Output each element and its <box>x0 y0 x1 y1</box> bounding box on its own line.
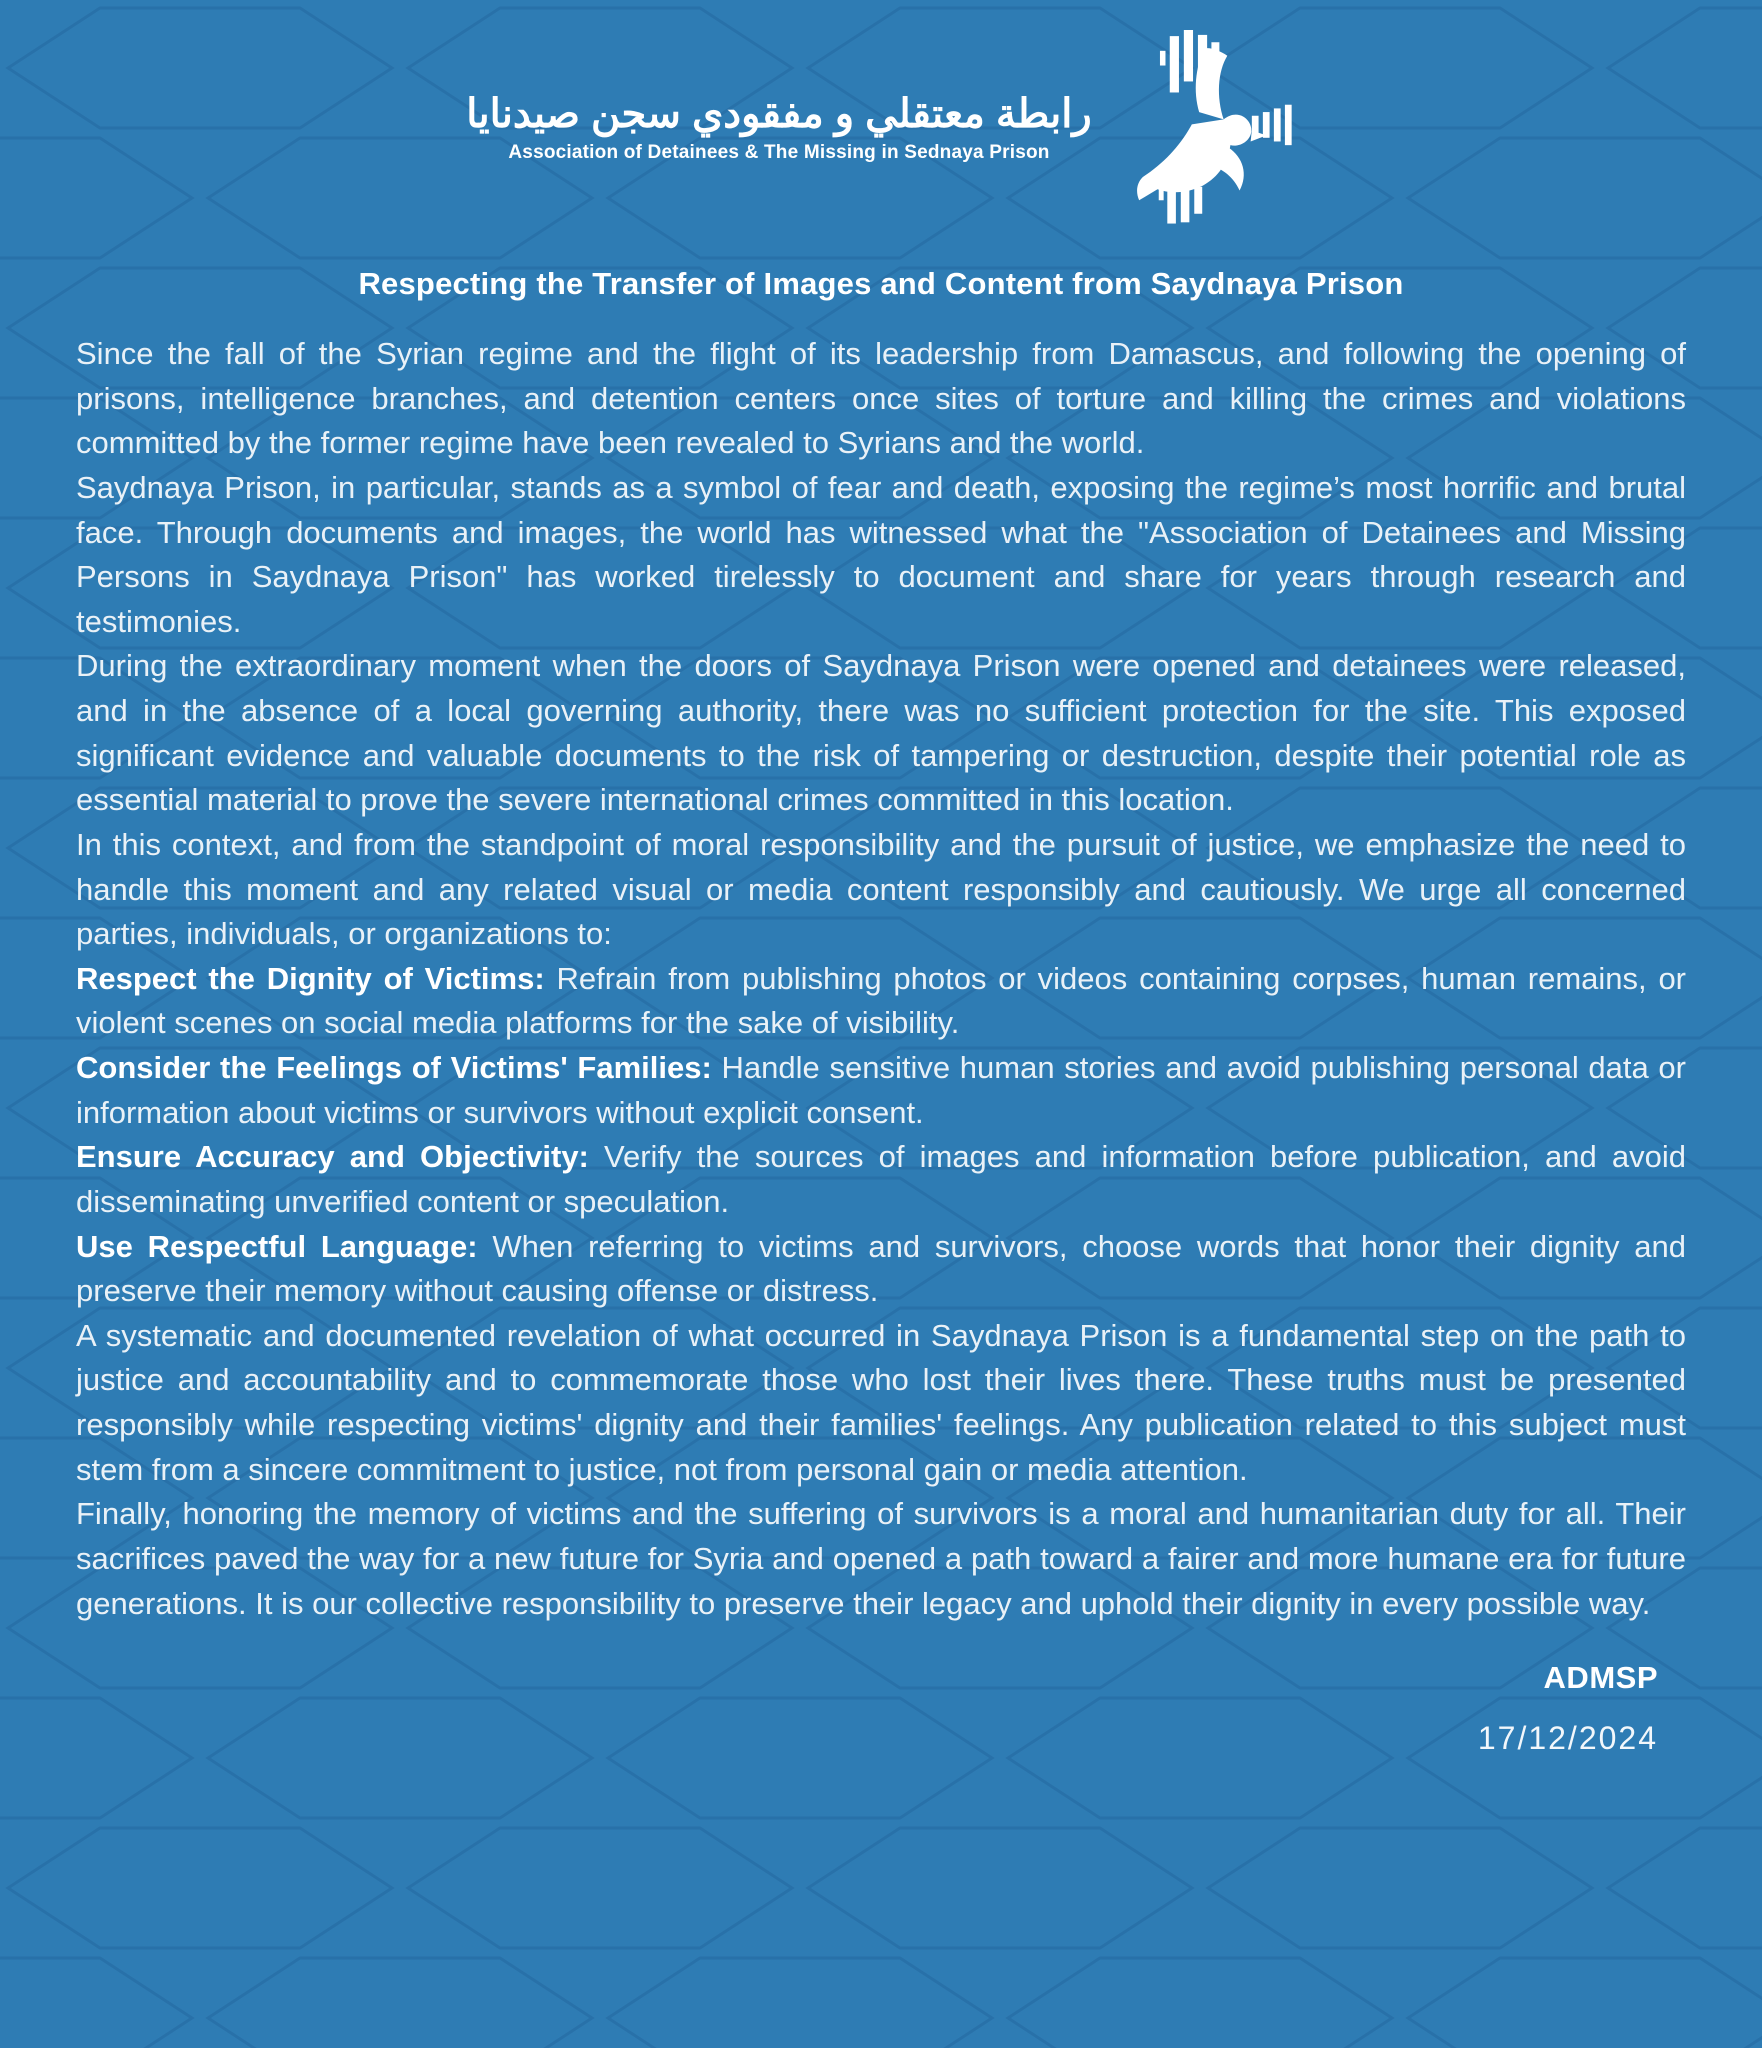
org-name-arabic: رابطة معتقلي و مفقودي سجن صيدنايا <box>466 92 1092 136</box>
body-paragraph: Since the fall of the Syrian regime and the flight of its leadership from Damascus, and following the opening of prisons, intelligence branches, and detention centers once sites of torture and killing the crimes and violations committed by the former regime have been revealed to Syrians and the world. <box>76 336 1686 461</box>
body-paragraph: Finally, honoring the memory of victims and the suffering of survivors is a moral and humanitarian duty for all. Their sacrifices paved the way for a new future for Syria and opened a path toward a fairer and more humane era for future generations. It is our collective responsibility to preserve their legacy and uphold their dignity in every possible way. <box>76 1496 1686 1621</box>
body-paragraph: Saydnaya Prison, in particular, stands as a symbol of fear and death, exposing the regime’s most horrific and brutal face. Through documents and images, the world has witnessed what the "Association of Detainees and Missing Persons in Saydnaya Prison" has worked tirelessly to document and share for years through research and testimonies. <box>76 469 1686 639</box>
guideline-lead: Ensure Accuracy and Objectivity: <box>76 1139 589 1175</box>
statement-body <box>76 332 1686 1626</box>
page-title: Respecting the Transfer of Images and Content from Saydnaya Prison <box>358 266 1404 301</box>
guideline-text: When referring to victims and survivors, choose words that honor their dignity and preserve their memory without causing offense or distress. <box>76 1228 1687 1309</box>
org-logo-text <box>466 92 1091 164</box>
org-logo <box>76 0 1686 222</box>
dove-with-prison-bars-icon <box>1106 30 1296 226</box>
guideline-paragraph <box>76 1225 1686 1314</box>
guideline-lead: Use Respectful Language: <box>76 1228 478 1264</box>
body-paragraph: A systematic and documented revelation of what occurred in Saydnaya Prison is a fundamental step on the path to justice and accountability and to commemorate those who lost their lives there. These truths must be presented responsibly while respecting victims' dignity and their families' feelings. Any publication related to this subject must stem from a sincere commitment to justice, not from personal gain or media attention. <box>76 1317 1686 1487</box>
guideline-paragraph <box>76 1135 1686 1224</box>
body-paragraph: During the extraordinary moment when the doors of Saydnaya Prison were opened and detainees were released, and in the absence of a local governing authority, there was no sufficient protection for the site. This exposed significant evidence and valuable documents to the risk of tampering or destruction, despite their potential role as essential material to prove the severe international crimes committed in this location. <box>76 648 1686 818</box>
org-name-english: Association of Detainees & The Missing in Sednaya Prison <box>508 142 1050 163</box>
guideline-text: Refrain from publishing photos or videos containing corpses, human remains, or violent scenes on social media platforms for the sake of visibility. <box>76 960 1687 1041</box>
guideline-paragraph <box>76 957 1686 1046</box>
body-paragraph: In this context, and from the standpoint of moral responsibility and the pursuit of justice, we emphasize the need to handle this moment and any related visual or media content responsibly and cautiously. We urge all concerned parties, individuals, or organizations to: <box>76 826 1686 952</box>
guideline-paragraph <box>76 1046 1686 1135</box>
guideline-text: Verify the sources of images and information before publication, and avoid disseminating unverified content or speculation. <box>76 1139 1686 1219</box>
signature-org: ADMSP <box>1543 1660 1658 1696</box>
signature-block <box>76 1660 1686 1757</box>
signature-date: 17/12/2024 <box>1477 1720 1658 1757</box>
guideline-lead: Consider the Feelings of Victims' Families: <box>76 1050 712 1085</box>
guideline-text: Handle sensitive human stories and avoid publishing personal data or information about victims or survivors without explicit consent. <box>76 1050 1686 1130</box>
guideline-lead: Respect the Dignity of Victims: <box>76 960 545 996</box>
